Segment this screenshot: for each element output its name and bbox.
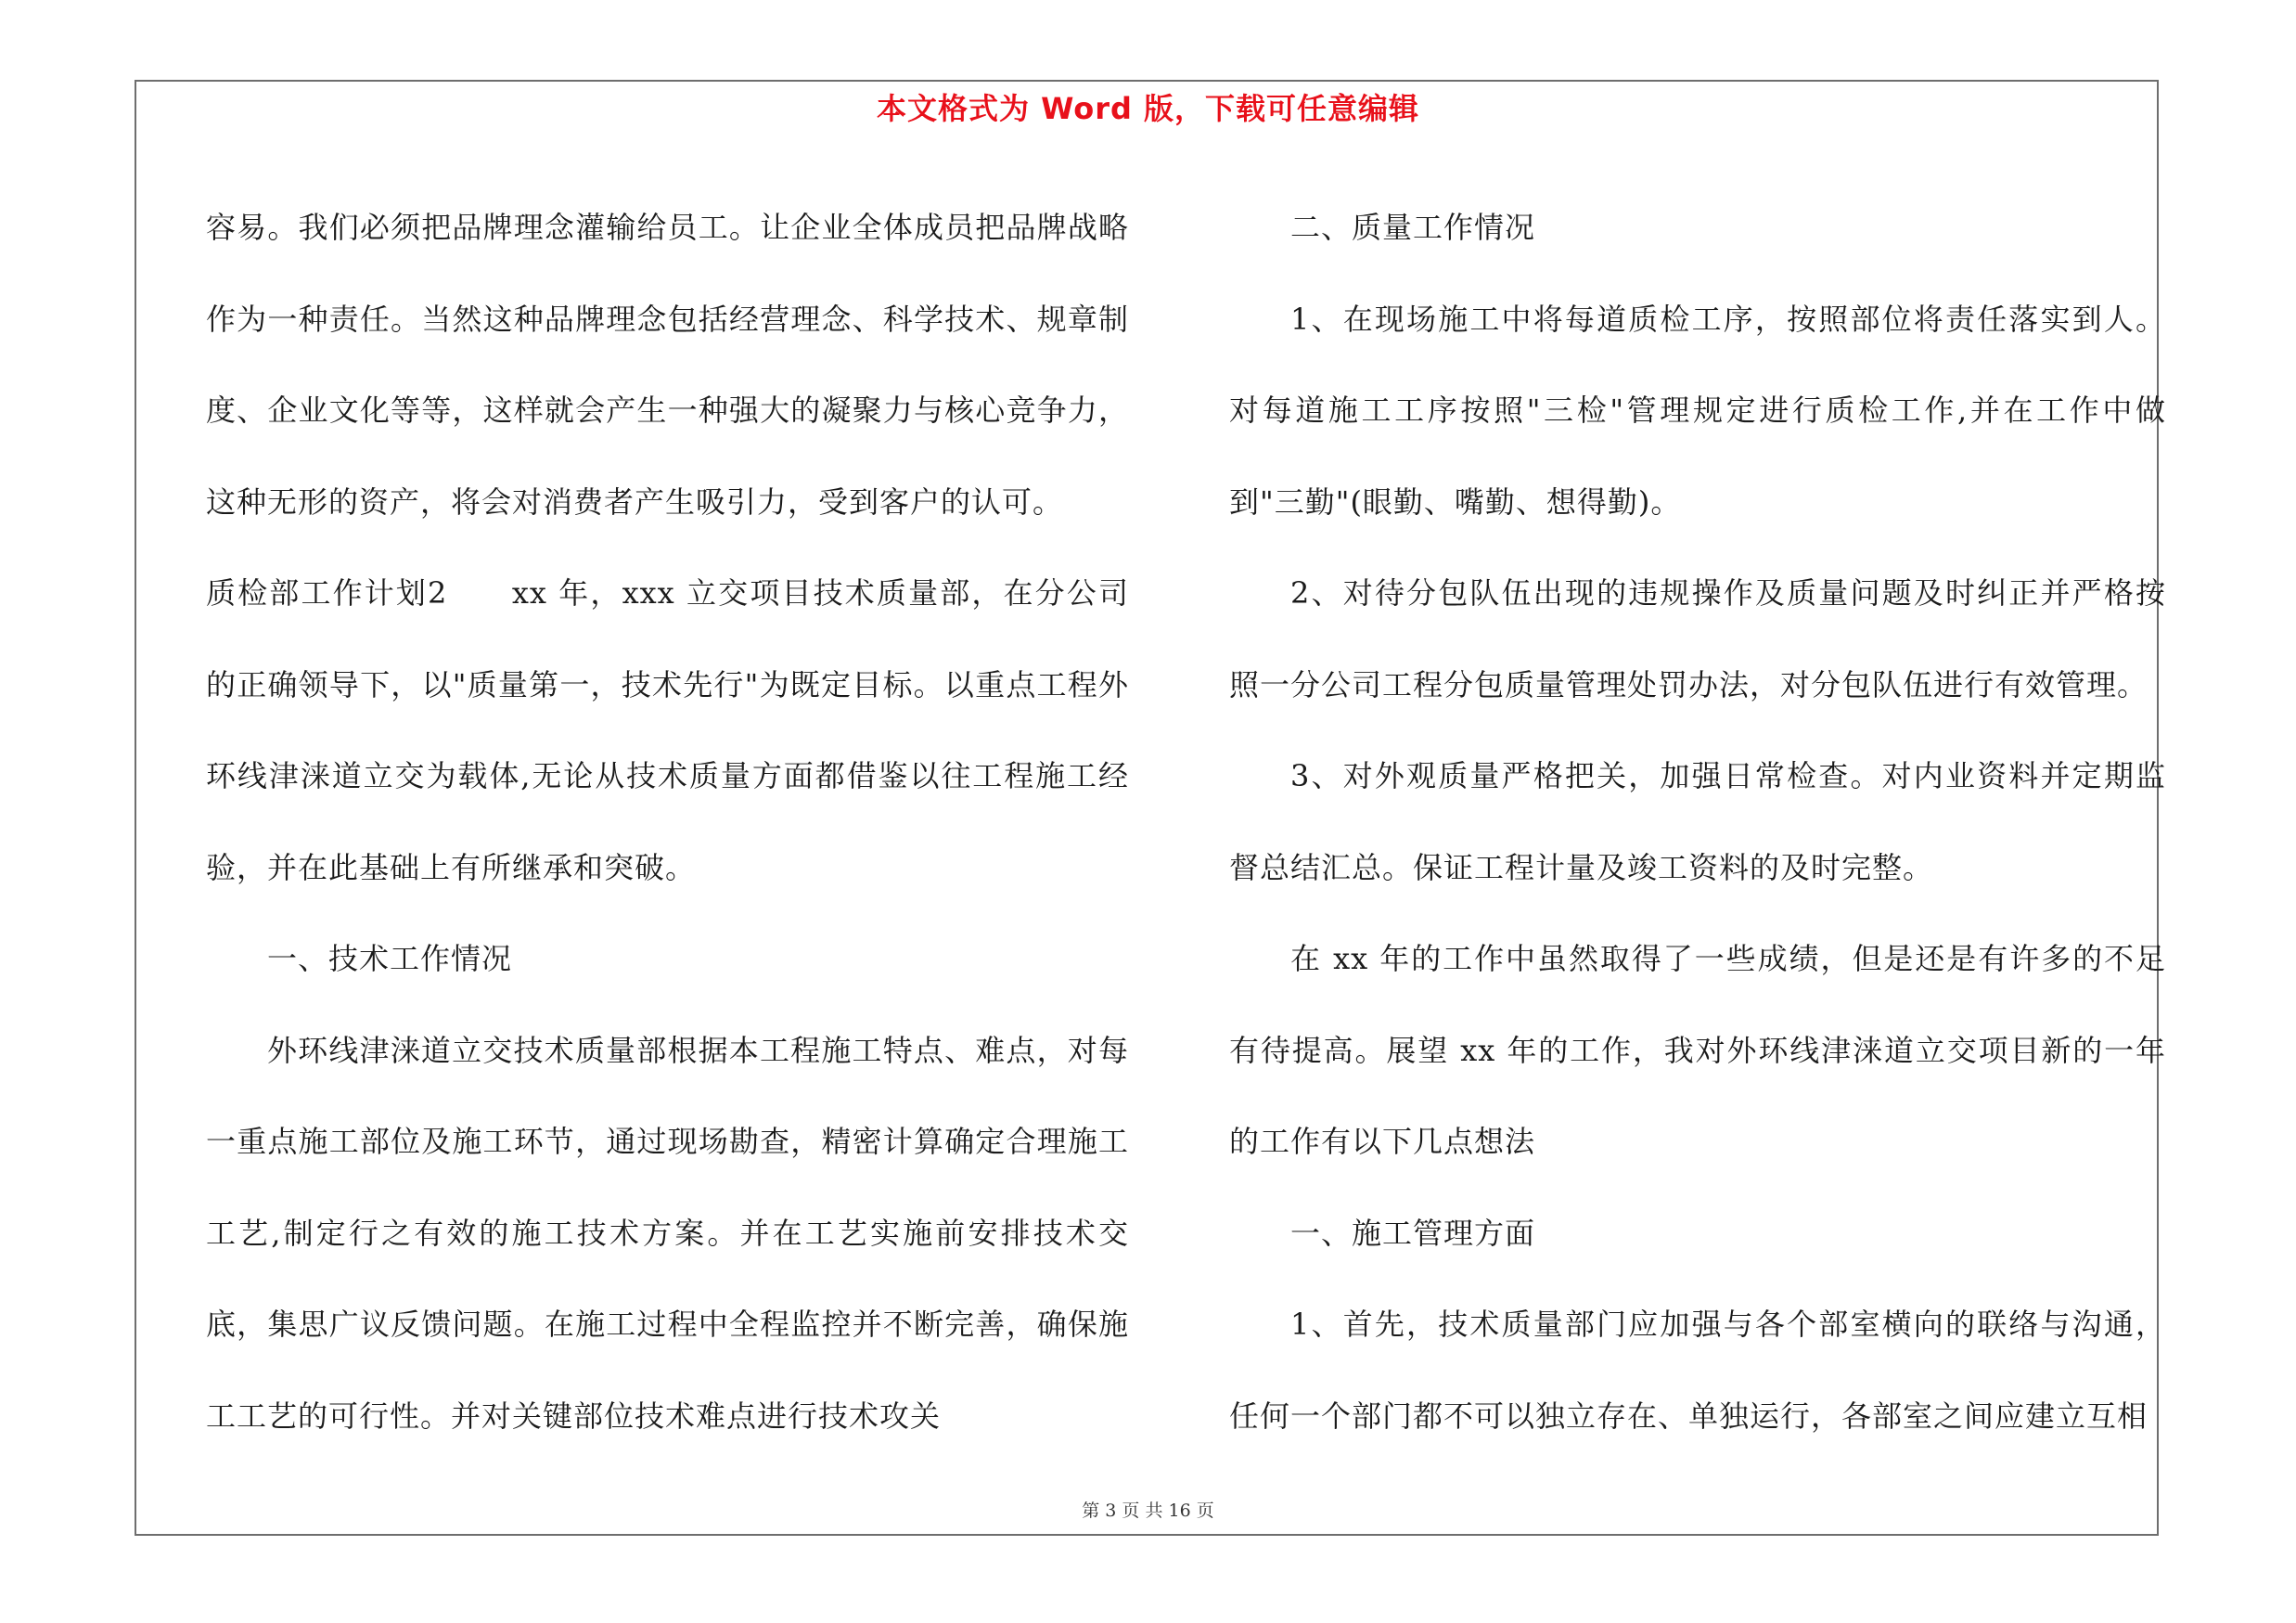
paragraph: 质检部工作计划2 xx 年，xxx 立交项目技术质量部，在分公司的正确领导下，以"质量第一，技术先行"为既定目标。以重点工程外环线津涞道立交为载体,无论从技术质量方面都借鉴以往工程施工经验，并在此基础上有所继承和突破。 [206, 575, 1129, 885]
left-column [206, 182, 1129, 1462]
paragraph: 3、对外观质量严格把关，加强日常检查。对内业资料并定期监督总结汇总。保证工程计量及竣工资料的及时完整。 [1229, 758, 2166, 885]
page-number: 第 3 页 共 16 页 [1082, 1501, 1214, 1521]
right-column [1229, 182, 2166, 1462]
format-banner: 本文格式为 Word 版，下载可任意编辑 [876, 91, 1420, 126]
paragraph: 2、对待分包队伍出现的违规操作及质量问题及时纠正并严格按照一分公司工程分包质量管理处罚办法，对分包队伍进行有效管理。 [1229, 575, 2166, 702]
paragraph: 1、在现场施工中将每道质检工序，按照部位将责任落实到人。对每道施工工序按照"三检"管理规定进行质检工作,并在工作中做到"三勤"(眼勤、嘴勤、想得勤)。 [1229, 301, 2166, 520]
paragraph: 外环线津涞道立交技术质量部根据本工程施工特点、难点，对每一重点施工部位及施工环节，通过现场勘查，精密计算确定合理施工工艺,制定行之有效的施工技术方案。并在工艺实施前安排技术交底，集思广议反馈问题。在施工过程中全程监控并不断完善，确保施工工艺的可行性。并对关键部位技术难点进行技术攻关 [206, 1032, 1129, 1434]
paragraph: 1、首先，技术质量部门应加强与各个部室横向的联络与沟通，任何一个部门都不可以独立存在、单独运行，各部室之间应建立互相 [1229, 1307, 2166, 1434]
section-heading: 一、施工管理方面 [1290, 1215, 1536, 1251]
paragraph: 容易。我们必须把品牌理念灌输给员工。让企业全体成员把品牌战略作为一种责任。当然这种品牌理念包括经营理念、科学技术、规章制度、企业文化等等，这样就会产生一种强大的凝聚力与核心竞争力，这种无形的资产，将会对消费者产生吸引力，受到客户的认可。 [206, 210, 1129, 520]
section-heading: 一、技术工作情况 [267, 941, 513, 976]
paragraph: 在 xx 年的工作中虽然取得了一些成绩，但是还是有许多的不足有待提高。展望 xx 年的工作，我对外环线津涞道立交项目新的一年的工作有以下几点想法 [1229, 941, 2166, 1159]
section-heading: 二、质量工作情况 [1290, 210, 1536, 245]
